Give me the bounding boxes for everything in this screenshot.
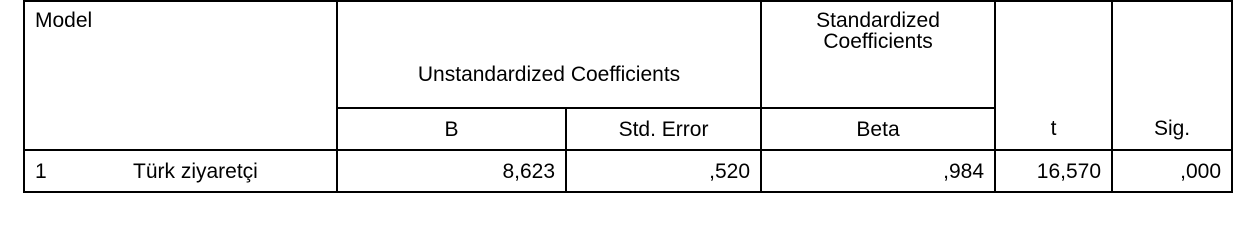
model-number-cell: 1 <box>24 150 131 192</box>
table-row <box>24 150 1232 192</box>
beta-value-cell: ,984 <box>761 150 995 192</box>
unstandardized-coefficients-header: Unstandardized Coefficients <box>337 1 761 108</box>
b-header: B <box>337 108 566 150</box>
model-header <box>24 1 337 150</box>
sig-header-top <box>1112 1 1232 108</box>
std-error-header: Std. Error <box>566 108 761 150</box>
b-value-cell: 8,623 <box>337 150 566 192</box>
model-header-label: Model <box>35 9 93 32</box>
sig-header: Sig. <box>1112 108 1232 150</box>
beta-header: Beta <box>761 108 995 150</box>
t-header: t <box>995 108 1112 150</box>
sig-value-cell: ,000 <box>1112 150 1232 192</box>
t-header-top <box>995 1 1112 108</box>
std-error-value-cell: ,520 <box>566 150 761 192</box>
standardized-line-1: Standardized <box>816 9 940 32</box>
standardized-line-2: Coefficients <box>823 30 933 53</box>
coefficients-table <box>23 0 1233 193</box>
header-row-1 <box>24 1 1232 108</box>
t-value-cell: 16,570 <box>995 150 1112 192</box>
standardized-coefficients-header <box>761 1 995 108</box>
predictor-cell: Türk ziyaretçi <box>131 150 337 192</box>
